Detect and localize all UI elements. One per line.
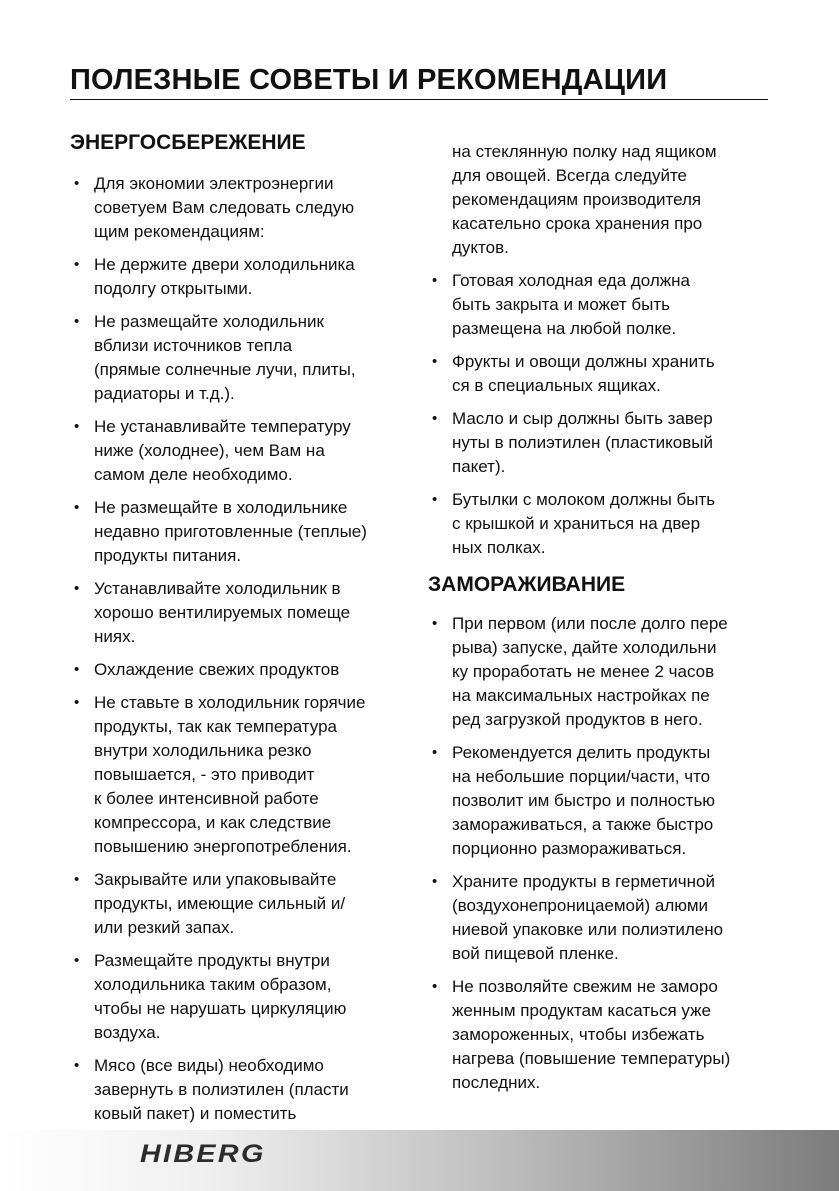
section-heading-energy: ЭНЕРГОСБЕРЕЖЕНИЕ <box>70 131 306 154</box>
list-item: • При первом (или после долго пере рыва) запуске, дайте холодильни ку проработать не менее 2 часов на максимальных настройках пе ред загрузкой продуктов в него. <box>428 612 773 732</box>
brand-logo: HIBERG <box>140 1140 266 1168</box>
list-item: • Храните продукты в герметичной (воздухонепроницаемой) алюми ниевой упаковке или полиэтилено вой пищевой пленке. <box>428 870 773 966</box>
list-item-continuation: на стеклянную полку над ящиком для овощей. Всегда следуйте рекомендациям производителя касательно срока хранения про дуктов. <box>452 142 717 257</box>
list-item: • Не держите двери холодильника подолгу открытыми. <box>70 253 415 301</box>
list-item: • Масло и сыр должны быть завер нуты в полиэтилен (пластиковый пакет). <box>428 407 773 479</box>
list-item: • Размещайте продукты внутри холодильника таким образом, чтобы не нарушать циркуляцию воздуха. <box>70 949 415 1045</box>
section-heading-freezing: ЗАМОРАЖИВАНИЕ <box>428 573 626 596</box>
footer-bar <box>0 1130 839 1191</box>
list-item: • Готовая холодная еда должна быть закрыта и может быть размещена на любой полке. <box>428 269 773 341</box>
list-item: • Фрукты и овощи должны хранить ся в специальных ящиках. <box>428 350 773 398</box>
list-item: • Не ставьте в холодильник горячие продукты, так как температура внутри холодильника резко повышается, - это приводит к более интенсивной работе компрессора, и как следствие повышению энергопотребления. <box>70 691 415 859</box>
list-item: • Устанавливайте холодильник в хорошо вентилируемых помеще ниях. <box>70 577 415 649</box>
energy-tips-list <box>70 172 415 1126</box>
list-item: • Бутылки с молоком должны быть с крышкой и храниться на двер ных полках. <box>428 488 773 560</box>
list-item: • Мясо (все виды) необходимо завернуть в полиэтилен (пласти ковый пакет) и поместить <box>70 1054 415 1126</box>
page-title: ПОЛЕЗНЫЕ СОВЕТЫ И РЕКОМЕНДАЦИИ <box>70 64 668 96</box>
list-item: • Рекомендуется делить продукты на небольшие порции/части, что позволит им быстро и полностью замораживаться, а также быстро порционно размораживаться. <box>428 741 773 861</box>
left-column <box>70 128 415 1135</box>
energy-tips-list-continued <box>428 140 773 560</box>
right-column <box>428 140 773 1104</box>
list-item: • Не позволяйте свежим не заморо женным продуктам касаться уже замороженных, чтобы избежать нагрева (повышение температуры) последних. <box>428 975 773 1095</box>
list-item: • Не размещайте холодильник вблизи источников тепла (прямые солнечные лучи, плиты, радиаторы и т.д.). <box>70 310 415 406</box>
list-item: • Не устанавливайте температуру ниже (холоднее), чем Вам на самом деле необходимо. <box>70 415 415 487</box>
list-item: • Не размещайте в холодильнике недавно приготовленные (теплые) продукты питания. <box>70 496 415 568</box>
list-item: • Для экономии электроэнергии советуем Вам следовать следую щим рекомендациям: <box>70 172 415 244</box>
title-underline <box>70 99 768 100</box>
freezing-tips-list <box>428 612 773 1095</box>
list-item: • Охлаждение свежих продуктов <box>70 658 415 682</box>
list-item: • Закрывайте или упаковывайте продукты, имеющие сильный и/ или резкий запах. <box>70 868 415 940</box>
